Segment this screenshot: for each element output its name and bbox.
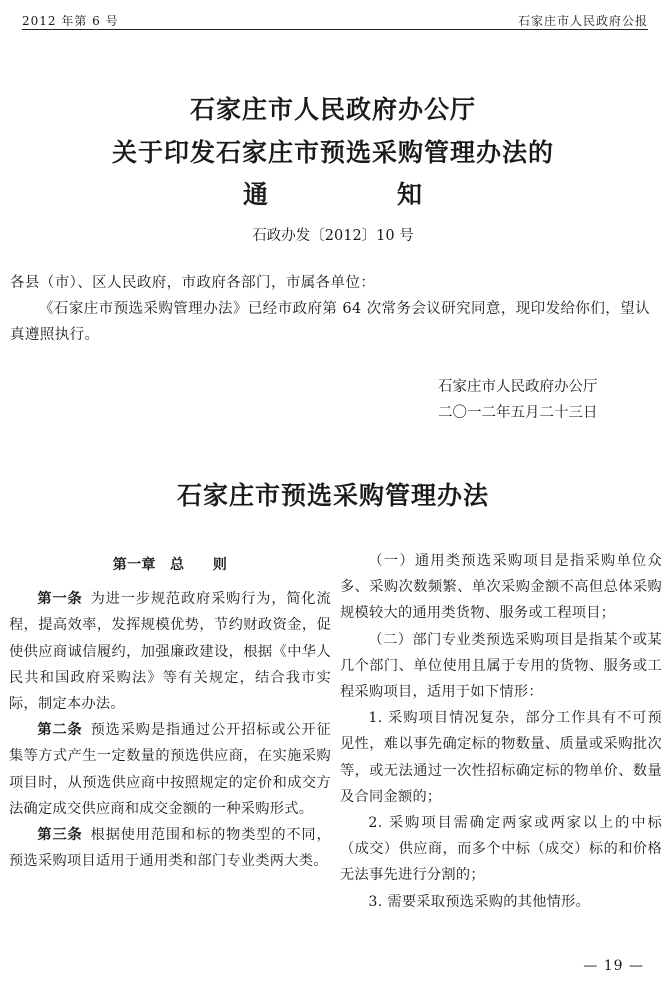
signer: 石家庄市人民政府办公厅 xyxy=(438,379,598,395)
item-1: （一）通用类预选采购项目是指采购单位众多、采购次数频繁、单次采购金额不高但总体采购规模较大的通用类货物、服务或工程项目； xyxy=(340,553,662,622)
sub-item-2: 2. 采购项目需确定两家或两家以上的中标（成交）供应商，而多个中标（成交）标的和价格无法事先进行分割的； xyxy=(340,815,662,884)
left-column xyxy=(9,548,331,874)
item-2: （二）部门专业类预选采购项目是指某个或某几个部门、单位使用且属于专用的货物、服务或工程采购项目，适用于如下情形： xyxy=(340,631,662,701)
document-number: 石政办发〔2012〕10 号 xyxy=(252,228,414,244)
article-3 xyxy=(9,822,331,874)
sub-item-1: 1. 采购项目情况复杂，部分工作具有不可预见性，难以事先确定标的物数量、质量或采购批次等，或无法通过一次性招标确定标的物单价、数量及合同金额的； xyxy=(340,710,662,805)
notice-title-line3 xyxy=(0,175,666,211)
right-column xyxy=(340,548,662,915)
running-header xyxy=(22,8,648,30)
addressees: 各县（市）、区人民政府，市政府各部门，市属各单位： xyxy=(10,275,376,291)
publication-name: 石家庄市人民政府公报 xyxy=(517,14,648,28)
notice-body: 《石家庄市预选采购管理办法》已经市政府第 64 次常务会议研究同意，现印发给你们，望认真遵照执行。 xyxy=(10,301,650,343)
issue-date: 二〇一二年五月二十三日 xyxy=(438,405,598,421)
notice-title-line1: 石家庄市人民政府办公厅 xyxy=(189,95,476,124)
regulation-title: 石家庄市预选采购管理办法 xyxy=(176,481,489,510)
notice-title-word2: 知 xyxy=(397,180,424,209)
article-3-text: 根据使用范围和标的物类型的不同，预选采购项目适用于通用类和部门专业类两大类。 xyxy=(9,827,331,870)
article-3-label: 第三条 xyxy=(37,827,83,844)
header-rule xyxy=(22,29,648,30)
article-2-label: 第二条 xyxy=(37,722,83,739)
article-2-text: 预选采购是指通过公开招标或公开征集等方式产生一定数量的预选供应商，在实施采购项目时，从预选供应商中按照规定的定价和成交方法确定成交供应商和成交金额的一种采购形式。 xyxy=(9,722,331,817)
article-1-label: 第一条 xyxy=(37,591,83,608)
article-2 xyxy=(9,717,331,822)
chapter-heading: 第一章 总 则 xyxy=(112,557,228,573)
article-1 xyxy=(9,586,331,717)
notice-title-word1: 通 xyxy=(242,180,269,209)
article-1-text: 为进一步规范政府采购行为，简化流程，提高效率，发挥规模优势，节约财政资金，促使供应商诚信履约，加强廉政建设，根据《中华人民共和国政府采购法》等有关规定，结合我市实际，制定本办法。 xyxy=(9,591,331,713)
notice-title-line2: 关于印发石家庄市预选采购管理办法的 xyxy=(111,138,554,167)
sub-item-3: 3. 需要采取预选采购的其他情形。 xyxy=(368,893,591,910)
page-number: — 19 — xyxy=(583,958,644,974)
issue-label: 2012 年第 6 号 xyxy=(22,14,119,28)
